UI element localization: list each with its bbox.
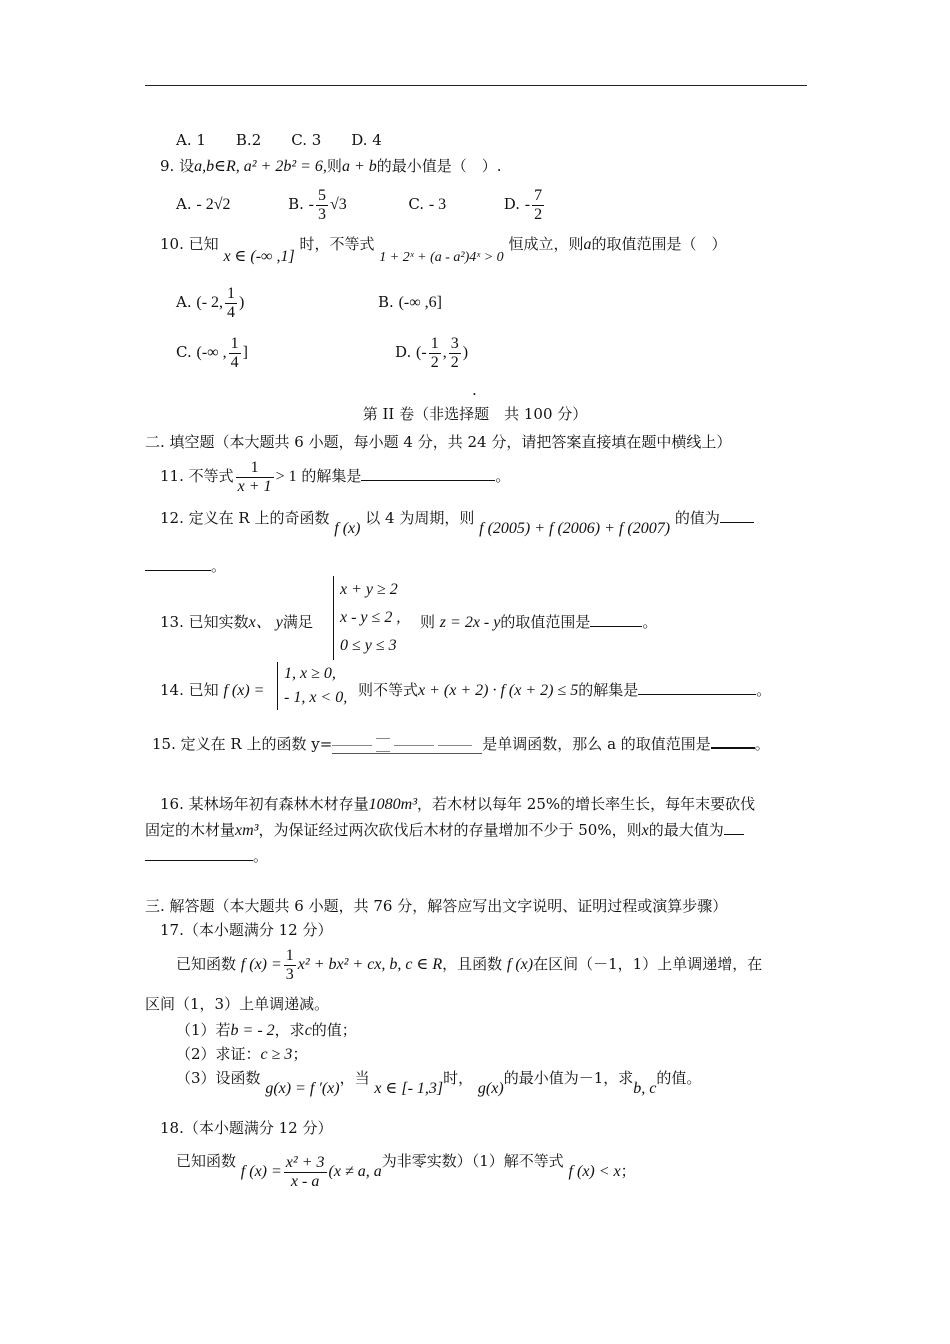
math-expression: b, c — [633, 1080, 657, 1097]
question-text: （2）求证： — [176, 1045, 261, 1063]
answer-blank[interactable] — [361, 466, 495, 481]
question-text: 的值。 — [656, 1069, 702, 1087]
math-expression: c ≥ 3 — [260, 1046, 293, 1063]
question-text: 的解集是 — [578, 681, 639, 699]
math-variables: x、 y — [248, 614, 283, 631]
math-expression: f (x) < x — [568, 1163, 621, 1180]
fraction — [229, 335, 241, 372]
case: 1, x ≥ 0, — [284, 665, 336, 682]
fraction — [316, 187, 328, 224]
question-17-part-1 — [176, 1020, 357, 1041]
question-text: 为非零实数）（1）解不等式 — [381, 1152, 564, 1170]
question-number: 9. — [160, 157, 175, 175]
question-text: 已知 — [188, 235, 219, 253]
option-label: B. — [288, 195, 304, 213]
math-expression: b = - 2 — [230, 1022, 275, 1039]
option-label: D. — [503, 195, 520, 213]
question-text: 的取值范围是（ ） — [591, 235, 727, 253]
question-16-line-2 — [145, 820, 744, 841]
question-text: 满足 — [282, 613, 313, 631]
math-expression: f (x) = — [240, 956, 282, 973]
question-14 — [160, 680, 264, 701]
math-expression: g(x) — [477, 1080, 504, 1097]
answer-blank[interactable] — [720, 508, 754, 523]
question-text: 的解集是 — [301, 467, 362, 485]
fraction — [284, 1154, 327, 1191]
q10-option-d: D. (- $\frac{1}{2}$ , $\frac{3}{2}$ ) — [395, 334, 469, 371]
fraction — [449, 335, 461, 372]
question-17-header: 17.（本小题满分 12 分） — [160, 921, 333, 939]
question-text: 固定的木材量 — [145, 821, 236, 839]
math-expression: > 1 — [275, 468, 297, 485]
numerator: 1 — [430, 334, 439, 352]
question-9 — [160, 156, 502, 177]
math-expression: (x ≠ a, a — [328, 1163, 382, 1180]
section-heading: 三. 解答题（本大题共 6 小题，共 76 分，解答应写出文字说明、证明过程或演算步骤） — [145, 897, 728, 915]
question-text: （1）若 — [176, 1021, 231, 1039]
question-text: （3）设函数 — [176, 1069, 261, 1087]
question-text: ，且函数 — [442, 955, 503, 973]
math-expression: (- — [416, 344, 427, 361]
math-expression: f (2005) + f (2006) + f (2007) — [479, 520, 671, 537]
q10-option-b — [378, 292, 442, 313]
constraint: 0 ≤ y ≤ 3 — [340, 637, 397, 654]
minus-sign: - — [524, 196, 531, 213]
numerator: 7 — [534, 186, 543, 204]
q10-option-c — [176, 334, 248, 372]
question-17-part-3 — [176, 1068, 702, 1097]
math-expression: x ∈ [- 1,3] — [374, 1080, 444, 1097]
question-text: 的值为 — [674, 509, 720, 527]
denominator: 3 — [285, 965, 294, 983]
math-expression: f (x) — [334, 520, 361, 537]
question-18 — [176, 1150, 636, 1193]
numerator: 1 — [230, 334, 239, 352]
math-expression: 1 + 2ˣ + (a - a²)4ˣ > 0 — [379, 250, 504, 265]
fraction — [236, 459, 274, 496]
denominator: 2 — [450, 353, 459, 371]
question-18-header: 18.（本小题满分 12 分） — [160, 1119, 333, 1137]
punctuation: 。 — [211, 557, 227, 575]
part-title: 第 II 卷（非选择题 共 100 分） — [362, 405, 588, 423]
punctuation: ； — [620, 1162, 636, 1180]
q10-option-a — [176, 284, 244, 322]
denominator: x - a — [284, 1172, 327, 1191]
math-variable: a — [583, 236, 592, 253]
question-text: 的取值范围是 — [500, 613, 591, 631]
answer-blank[interactable] — [638, 680, 756, 695]
math-expression: z = 2x - y — [439, 614, 501, 631]
question-16 — [160, 794, 755, 815]
numerator: 1 — [250, 458, 259, 476]
question-text: 在区间（－1，1）上单调递增，在 — [533, 955, 763, 973]
answer-blank[interactable] — [145, 556, 211, 571]
constraint: x + y ≥ 2 — [340, 581, 398, 598]
minus-sign: - — [308, 196, 314, 213]
question-14-tail — [358, 680, 771, 701]
option-label: B. — [378, 293, 394, 311]
question-text: 定义在 R 上的函数 y= — [180, 735, 333, 753]
denominator: x + 1 — [237, 477, 272, 495]
question-text: 已知 — [188, 681, 219, 699]
question-text: 则 — [420, 613, 436, 631]
question-text: ，当 — [339, 1069, 370, 1087]
denominator: 3 — [317, 205, 326, 223]
math-expression: (-∞ ,6] — [398, 294, 442, 311]
q12-blank-continued — [145, 556, 226, 576]
math-expression: ) — [462, 344, 469, 361]
question-number: 15. — [152, 735, 176, 753]
question-17-part-2 — [176, 1044, 307, 1065]
question-text: ，若木材以每年 25%的增长率生长，每年末要砍伐 — [417, 795, 756, 813]
question-number: 11. — [160, 467, 184, 485]
math-variable: x — [641, 822, 649, 839]
option-label: A. — [176, 195, 192, 213]
numerator: x² + 3 — [285, 1153, 325, 1171]
math-expression: f (x) — [506, 956, 534, 973]
question-text: 的值； — [311, 1021, 357, 1039]
question-text: 则 — [326, 157, 342, 175]
denominator: 4 — [230, 353, 239, 371]
punctuation: 。 — [495, 467, 511, 485]
question-12 — [160, 508, 754, 537]
question-text: 恒成立，则 — [508, 235, 584, 253]
constraint-system — [333, 576, 400, 660]
math-expression: f (x) = — [223, 682, 265, 699]
question-text: 设 — [179, 157, 195, 175]
question-10 — [160, 234, 727, 265]
punctuation: 。 — [754, 735, 770, 753]
option-label: A. — [176, 293, 192, 311]
answer-blank[interactable] — [724, 820, 744, 835]
question-number: 14. — [160, 681, 184, 699]
math-expression: ] — [242, 344, 248, 361]
question-number: 16. — [160, 795, 184, 813]
math-expression: a,b∈R, a² + 2b² = 6, — [194, 158, 327, 175]
question-text: 的最小值为－1，求 — [503, 1069, 634, 1087]
question-15 — [152, 733, 770, 754]
numerator: 3 — [450, 334, 459, 352]
piecewise-definition — [277, 662, 347, 710]
option-label: C. — [408, 195, 425, 213]
question-17 — [176, 944, 762, 985]
denominator: 2 — [430, 353, 439, 371]
question-text: 的最小值是（ ）. — [376, 157, 502, 175]
case: - 1, x < 0, — [284, 689, 348, 706]
denominator: 2 — [534, 205, 543, 223]
answer-blank[interactable] — [711, 733, 755, 749]
q9-options — [176, 186, 546, 224]
question-number: 13. — [160, 613, 184, 631]
question-text: 已知函数 — [176, 1152, 237, 1170]
math-expression: (- 2, — [196, 294, 224, 311]
question-text: 某林场年初有森林木材存量 — [188, 795, 369, 813]
question-text: ，求 — [274, 1021, 305, 1039]
math-expression: g(x) = f ′(x) — [265, 1080, 340, 1097]
option-label: C. — [176, 343, 192, 361]
fraction — [429, 335, 441, 372]
numerator: 1 — [285, 946, 294, 964]
radical: √3 — [329, 196, 347, 213]
fraction — [284, 947, 296, 984]
question-13 — [160, 612, 313, 633]
question-text: 则不等式 — [358, 681, 419, 699]
math-expression: x + (x + 2) · f (x + 2) ≤ 5 — [418, 682, 579, 699]
question-number: 12. — [160, 509, 184, 527]
math-expression: ) — [239, 294, 245, 311]
question-text: 的最大值为 — [648, 821, 724, 839]
question-text: 以 4 为周期，则 — [365, 509, 475, 527]
question-text: ； — [292, 1045, 308, 1063]
math-expression: 1080m³ — [368, 796, 418, 813]
option-a-value: - 2√2 — [196, 196, 231, 213]
stray-dot: . — [472, 381, 477, 399]
math-expression: (-∞ , — [196, 344, 227, 361]
question-number: 10. — [160, 235, 184, 253]
math-expression: x ∈ (-∞ ,1] — [223, 248, 295, 265]
question-text: 时，不等式 — [299, 235, 375, 253]
question-17-line-2: 区间（1，3）上单调递减。 — [145, 995, 330, 1013]
punctuation: 。 — [253, 847, 269, 865]
answer-blank[interactable] — [590, 612, 642, 627]
fraction — [225, 285, 237, 322]
header-rule — [145, 85, 807, 86]
answer-blank[interactable] — [145, 846, 253, 861]
question-text: ，为保证经过两次砍伐后木材的存量增加不少于 50%，则 — [258, 821, 642, 839]
math-variable: c — [304, 1022, 312, 1039]
question-13-tail — [420, 612, 657, 633]
constraint: x - y ≤ 2 , — [340, 609, 401, 626]
q8-options: A. 1 B.2 C. 3 D. 4 — [176, 131, 382, 149]
question-text: 时， — [443, 1069, 474, 1087]
punctuation: 。 — [642, 613, 658, 631]
question-text: 不等式 — [188, 467, 234, 485]
question-text: 已知实数 — [188, 613, 249, 631]
numerator: 5 — [317, 186, 326, 204]
section-heading: 二. 填空题（本大题共 6 小题，每小题 4 分，共 24 分，请把答案直接填在题中横线上） — [145, 433, 732, 451]
math-expression: f (x) = — [240, 1163, 282, 1180]
option-label: D. — [395, 343, 412, 361]
denominator: 4 — [227, 303, 236, 321]
fraction — [532, 187, 544, 224]
question-11 — [160, 456, 510, 497]
garbled-formula-image — [332, 736, 482, 754]
math-expression: xm³ — [235, 822, 259, 839]
option-c-value: - 3 — [428, 196, 447, 213]
math-expression: a + b — [341, 158, 377, 175]
numerator: 1 — [227, 284, 236, 302]
question-text: 已知函数 — [176, 955, 237, 973]
q16-blank-continued — [145, 846, 268, 866]
question-text: 是单调函数，那么 a 的取值范围是 — [482, 735, 711, 753]
math-expression: x² + bx² + cx, b, c ∈ R — [297, 956, 443, 973]
question-text: 定义在 R 上的奇函数 — [188, 509, 330, 527]
punctuation: 。 — [756, 681, 772, 699]
